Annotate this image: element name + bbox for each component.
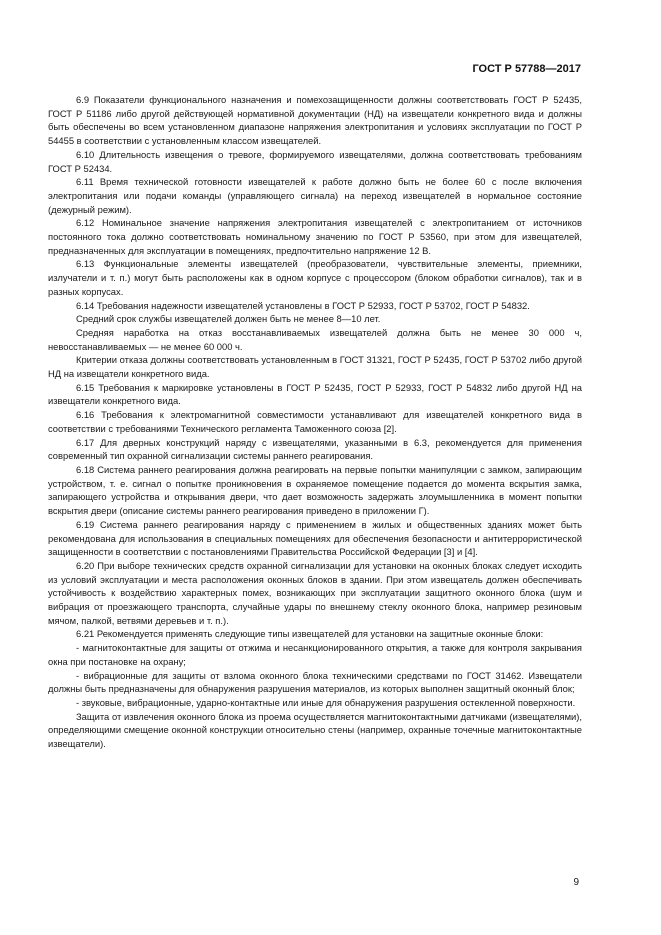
paragraph-6-16: 6.16 Требования к электромагнитной совместимости устанавливают для извещателей конкретного вида в соответствии с требованиями Технического регламента Таможенного союза [2]. [48, 409, 582, 434]
paragraph-6-10: 6.10 Длительность извещения о тревоге, формируемого извещателями, должна соответствовать требованиям ГОСТ Р 52434. [48, 148, 582, 174]
paragraph-mtbf: Средняя наработка на отказ восстанавливаемых извещателей должна быть не менее 30 000 ч, невосстанавливаемых — не менее 60 000 ч. [48, 326, 582, 352]
paragraph-6-17: 6.17 Для дверных конструкций наряду с извещателями, указанными в 6.3, рекомендуется для применения современный тип охранной сигнализации системы раннего реагирования. [48, 436, 582, 462]
list-item-sound: - звуковые, вибрационные, ударно-контактные или иные для обнаружения разрушения остекленной поверхности. [76, 696, 576, 708]
paragraph-6-12: 6.12 Номинальное значение напряжения электропитания извещателей с электропитанием от источников постоянного тока должно соответствовать номинальному значению по ГОСТ Р 53560, при этом для извещателей, предназначенных для эксплуатации в помещениях, предпочтительно напряжение 12 В. [48, 217, 582, 256]
paragraph-6-19: 6.19 Система раннего реагирования наряду с применением в жилых и общественных зданиях может быть рекомендована для использования в специальных помещениях для обеспечения безопасности и антитеррористической защищенности в соответствии с постановлениями Правительства Российской Федерации [3] и [4]. [48, 518, 582, 558]
paragraph-6-14: 6.14 Требования надежности извещателей установлены в ГОСТ Р 52933, ГОСТ Р 53702, ГОСТ Р 54832. [76, 299, 530, 311]
paragraph-service-life: Средний срок службы извещателей должен быть не менее 8—10 лет. [76, 313, 381, 325]
paragraph-6-9: 6.9 Показатели функционального назначения и помехозащищенности должны соответствовать ГОСТ Р 52435, ГОСТ Р 51186 либо другой действующей нормативной документации (НД) на извещатели конкретного вида и должны быть обеспечены во всем установленном диапазоне напряжения электропитания и условиях эксплуатации по ГОСТ Р 54455 в соответствии с установленным классом извещателей. [48, 94, 582, 147]
page-number: 9 [573, 877, 579, 888]
paragraph-6-18: 6.18 Система раннего реагирования должна реагировать на первые попытки манипуляции с замком, запирающим устройством, т. е. сигнал о попытке проникновения в охраняемое помещение подается до момента вскрытия замка, запирающего устройства и открывания двери, что дает возможность задержать злоумышленника в момент попытки вскрытия двери (описание системы раннего реагирования приведено в приложении Г). [48, 463, 582, 517]
paragraph-window-removal: Защита от извлечения оконного блока из проема осуществляется магнитоконтактными датчиками (извещателями), определяющими смещение оконной конструкции относительно стены (например, охранные точечные магнитоконтактные извещатели). [48, 710, 582, 750]
list-item-vibration: - вибрационные для защиты от взлома оконного блока техническими средствами по ГОСТ 31462. Извещатели должны быть предназначены для обнаружения разрушения материалов, из которых выполнен защитный оконный блок; [48, 669, 582, 695]
paragraph-6-11: 6.11 Время технической готовности извещателей к работе должно быть не более 60 с после включения электропитания или подачи команды (управляющего сигнала) на переход извещателей в нормальное состояние (дежурный режим). [48, 176, 582, 215]
list-item-magnetic: - магнитоконтактные для защиты от отжима и несанкционированного открытия, а также для контроля закрывания окна при постановке на охрану; [48, 642, 582, 667]
paragraph-6-21: 6.21 Рекомендуется применять следующие типы извещателей для установки на защитные оконные блоки: [76, 628, 544, 640]
paragraph-6-13: 6.13 Функциональные элементы извещателей (преобразователи, чувствительные элементы, приемники, излучатели и т. п.) могут быть расположены как в одном корпусе с процессором (блоком обработки сигналов), так и в разных корпусах. [48, 258, 582, 297]
paragraph-failure-criteria: Критерии отказа должны соответствовать установленным в ГОСТ 31321, ГОСТ Р 52435, ГОСТ Р 53702 либо другой НД на извещатели конкретного вида. [48, 354, 582, 380]
document-body [48, 93, 582, 751]
paragraph-6-15: 6.15 Требования к маркировке установлены в ГОСТ Р 52435, ГОСТ Р 52933, ГОСТ Р 54832 либо другой НД на извещатели конкретного вида. [48, 381, 582, 407]
document-code-header: ГОСТ Р 57788—2017 [472, 63, 581, 75]
paragraph-6-20: 6.20 При выборе технических средств охранной сигнализации для установки на оконных блоках следует исходить из условий эксплуатации и места расположения оконных блоков в здании. При этом извещатель должен обеспечивать устойчивость к воздействию характерных помех, возникающих при эксплуатации защитного оконного блока (шум и вибрация от проезжающего транспорта, случайные удары по внешнему стеклу оконного блока, например резиновым мячом, палкой, ветвями деревьев и т. п.). [48, 559, 582, 626]
